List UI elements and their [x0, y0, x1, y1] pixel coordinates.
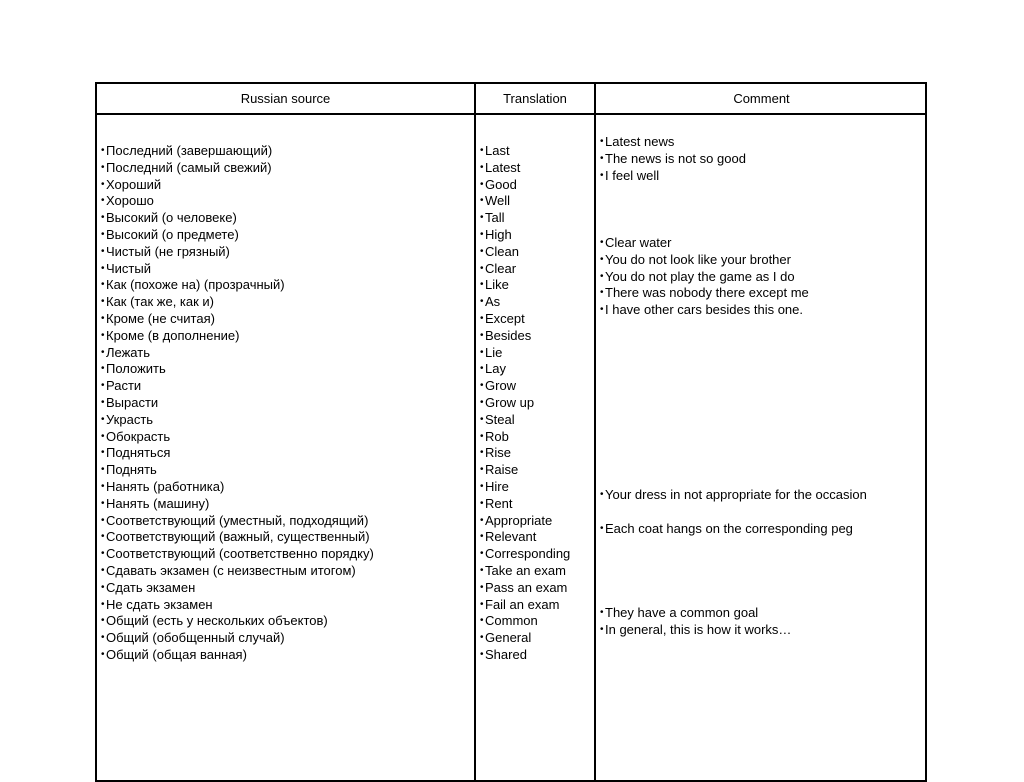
bullet-icon: •: [600, 169, 604, 181]
comment-list: [600, 235, 809, 319]
russian-source-item: [101, 529, 374, 546]
header-translation: Translation: [503, 91, 567, 106]
comment-item-text: You do not look like your brother: [605, 251, 791, 267]
bullet-icon: •: [480, 145, 484, 156]
russian-source-item: [101, 563, 374, 580]
comment-list: [600, 521, 853, 538]
translation-item-text: Latest: [485, 159, 521, 175]
translation-item-text: Tall: [485, 210, 505, 226]
comment-item-text: There was nobody there except me: [605, 285, 809, 301]
russian-source-item: [101, 412, 374, 429]
bullet-icon: •: [101, 363, 105, 375]
translation-item-text: Pass an exam: [485, 579, 568, 595]
translation-item-text: Rent: [485, 495, 513, 511]
translation-item-text: As: [485, 294, 501, 310]
bullet-icon: •: [480, 363, 484, 375]
translation-item: [480, 546, 570, 563]
russian-source-item: [101, 378, 374, 395]
translation-item-text: Well: [485, 193, 511, 209]
bullet-icon: •: [480, 312, 484, 324]
translation-item: [480, 395, 570, 412]
russian-source-item-text: Соответствующий (соответственно порядку): [106, 546, 374, 562]
russian-source-item-text: Сдавать экзамен (с неизвестным итогом): [106, 562, 356, 578]
bullet-icon: •: [101, 296, 105, 308]
russian-source-item: [101, 160, 374, 177]
translation-item-text: Clear: [485, 260, 517, 276]
comment-item-text: Latest news: [605, 134, 675, 149]
translation-item-text: Rise: [485, 445, 512, 461]
column-divider: [594, 84, 596, 780]
translation-item: [480, 580, 570, 597]
bullet-icon: •: [101, 598, 105, 610]
translation-item-text: Last: [485, 143, 510, 158]
bullet-icon: •: [480, 615, 484, 627]
bullet-icon: •: [101, 531, 105, 543]
comment-item: [600, 605, 791, 622]
header-comment: Comment: [733, 91, 790, 106]
russian-source-item-text: Чистый: [106, 260, 151, 276]
translation-item: [480, 210, 570, 227]
bullet-icon: •: [101, 648, 105, 660]
translation-item-text: Lay: [485, 361, 506, 377]
russian-source-item: [101, 193, 374, 210]
header-russian-source: Russian source: [240, 91, 331, 106]
bullet-icon: •: [101, 514, 105, 526]
translation-item-text: Except: [485, 310, 525, 326]
russian-source-item-text: Как (так же, как и): [106, 294, 215, 310]
russian-source-item: [101, 311, 374, 328]
translation-item: [480, 227, 570, 244]
bullet-icon: •: [101, 279, 105, 291]
bullet-icon: •: [480, 480, 484, 492]
bullet-icon: •: [480, 212, 484, 224]
russian-source-item-text: Поднять: [106, 462, 157, 478]
russian-source-item-text: Последний (самый свежий): [106, 159, 272, 175]
translation-item: [480, 462, 570, 479]
russian-source-item-text: Хороший: [106, 176, 162, 192]
russian-source-item: [101, 361, 374, 378]
russian-source-item-text: Как (похоже на) (прозрачный): [106, 277, 285, 293]
russian-source-item-text: Высокий (о человеке): [106, 210, 237, 226]
bullet-icon: •: [480, 447, 484, 459]
translation-list: [480, 143, 570, 664]
comment-item-text: I have other cars besides this one.: [605, 302, 804, 318]
translation-item: [480, 613, 570, 630]
bullet-icon: •: [101, 615, 105, 627]
russian-source-item: [101, 345, 374, 362]
bullet-icon: •: [101, 430, 105, 442]
translation-item-text: Grow up: [485, 394, 535, 410]
translation-item-text: High: [485, 226, 512, 242]
comment-item: [600, 269, 809, 286]
comment-item: [600, 151, 746, 168]
russian-source-item-text: Украсть: [106, 411, 154, 427]
russian-source-item: [101, 395, 374, 412]
comment-item-text: Your dress in not appropriate for the occasion: [605, 487, 867, 502]
bullet-icon: •: [101, 413, 105, 425]
russian-source-item-text: Последний (завершающий): [106, 143, 273, 158]
russian-source-item: [101, 613, 374, 630]
bullet-icon: •: [480, 161, 484, 173]
comment-item-text: Clear water: [605, 235, 672, 250]
translation-item-text: Besides: [485, 327, 532, 343]
bullet-icon: •: [480, 430, 484, 442]
comment-item: [600, 252, 809, 269]
translation-item: [480, 294, 570, 311]
bullet-icon: •: [480, 548, 484, 560]
russian-source-item-text: Общий (обобщенный случай): [106, 630, 285, 646]
comment-item-text: They have a common goal: [605, 605, 759, 620]
translation-item-text: Grow: [485, 378, 517, 394]
russian-source-item-text: Кроме (в дополнение): [106, 327, 240, 343]
comment-item: [600, 285, 809, 302]
comment-list: [600, 134, 746, 184]
russian-source-item: [101, 597, 374, 614]
russian-source-item-text: Кроме (не считая): [106, 310, 215, 326]
russian-source-item: [101, 244, 374, 261]
bullet-icon: •: [480, 296, 484, 308]
bullet-icon: •: [101, 245, 105, 257]
russian-source-list: [101, 143, 374, 664]
translation-item: [480, 647, 570, 664]
bullet-icon: •: [101, 497, 105, 509]
russian-source-item: [101, 261, 374, 278]
bullet-icon: •: [480, 329, 484, 341]
russian-source-item-text: Чистый (не грязный): [106, 243, 230, 259]
russian-source-item: [101, 462, 374, 479]
translation-item: [480, 378, 570, 395]
bullet-icon: •: [600, 489, 604, 500]
comment-group-4: [600, 521, 853, 538]
russian-source-item: [101, 479, 374, 496]
bullet-icon: •: [101, 329, 105, 341]
bullet-icon: •: [600, 270, 604, 282]
bullet-icon: •: [480, 346, 484, 358]
comment-group-5: [600, 605, 791, 639]
russian-source-item-text: Соответствующий (важный, существенный): [106, 529, 370, 545]
translation-item-text: Clean: [485, 243, 519, 259]
russian-source-item-text: Соответствующий (уместный, подходящий): [106, 512, 369, 528]
bullet-icon: •: [600, 607, 604, 618]
translation-item: [480, 630, 570, 647]
russian-source-item-text: Обокрасть: [106, 428, 171, 444]
bullet-icon: •: [480, 228, 484, 240]
bullet-icon: •: [600, 287, 604, 299]
translation-item-text: Steal: [485, 411, 515, 427]
russian-source-item-text: Лежать: [106, 344, 150, 360]
russian-source-item-text: Расти: [106, 378, 142, 394]
comment-item: [600, 168, 746, 185]
bullet-icon: •: [101, 632, 105, 644]
bullet-icon: •: [101, 447, 105, 459]
bullet-icon: •: [101, 145, 105, 156]
russian-source-item: [101, 513, 374, 530]
translation-item: [480, 311, 570, 328]
comment-list: [600, 487, 867, 504]
bullet-icon: •: [480, 632, 484, 644]
translation-item-text: Raise: [485, 462, 519, 478]
comment-item-text: Each coat hangs on the corresponding peg: [605, 521, 853, 536]
bullet-icon: •: [101, 464, 105, 476]
bullet-icon: •: [480, 531, 484, 543]
russian-source-item: [101, 210, 374, 227]
bullet-icon: •: [600, 237, 604, 248]
translation-item: [480, 143, 570, 160]
header-divider: [97, 113, 925, 115]
bullet-icon: •: [480, 497, 484, 509]
russian-source-item: [101, 143, 374, 160]
russian-source-item-text: Положить: [106, 361, 166, 377]
translation-item-text: Lie: [485, 344, 503, 360]
comment-item-text: The news is not so good: [605, 150, 746, 166]
bullet-icon: •: [101, 228, 105, 240]
bullet-icon: •: [101, 480, 105, 492]
translation-item-text: Common: [485, 613, 538, 629]
comment-item: [600, 302, 809, 319]
russian-source-item-text: Подняться: [106, 445, 171, 461]
translation-item: [480, 597, 570, 614]
translation-item-text: Like: [485, 277, 509, 293]
bullet-icon: •: [480, 396, 484, 408]
russian-source-item: [101, 546, 374, 563]
translation-item-text: Corresponding: [485, 546, 571, 562]
bullet-icon: •: [600, 304, 604, 316]
translation-item: [480, 193, 570, 210]
translation-item-text: Hire: [485, 478, 509, 494]
russian-source-item: [101, 294, 374, 311]
bullet-icon: •: [101, 548, 105, 560]
bullet-icon: •: [600, 523, 604, 534]
translation-item: [480, 177, 570, 194]
translation-item-text: Appropriate: [485, 512, 553, 528]
bullet-icon: •: [600, 253, 604, 265]
translation-item: [480, 345, 570, 362]
comment-item: [600, 622, 791, 639]
russian-source-item: [101, 630, 374, 647]
bullet-icon: •: [480, 245, 484, 257]
bullet-icon: •: [480, 413, 484, 425]
russian-source-item: [101, 496, 374, 513]
russian-source-item-text: Нанять (работника): [106, 478, 225, 494]
bullet-icon: •: [101, 161, 105, 173]
bullet-icon: •: [101, 195, 105, 207]
russian-source-item: [101, 277, 374, 294]
comment-item: [600, 521, 853, 538]
vocabulary-table: [95, 82, 927, 782]
russian-source-item: [101, 429, 374, 446]
translation-item-text: Good: [485, 176, 517, 192]
russian-source-item-text: Высокий (о предмете): [106, 226, 239, 242]
russian-source-item-text: Не сдать экзамен: [106, 596, 213, 612]
translation-item: [480, 529, 570, 546]
russian-source-item: [101, 445, 374, 462]
translation-item: [480, 412, 570, 429]
comment-item-text: I feel well: [605, 167, 660, 183]
bullet-icon: •: [480, 262, 484, 274]
bullet-icon: •: [600, 623, 604, 635]
russian-source-item: [101, 647, 374, 664]
comment-item: [600, 235, 809, 252]
bullet-icon: •: [480, 195, 484, 207]
bullet-icon: •: [101, 212, 105, 224]
translation-item-text: Relevant: [485, 529, 537, 545]
russian-source-item-text: Общий (есть у нескольких объектов): [106, 613, 328, 629]
comment-list: [600, 605, 791, 639]
bullet-icon: •: [600, 136, 604, 147]
translation-item: [480, 160, 570, 177]
bullet-icon: •: [101, 564, 105, 576]
comment-item: [600, 134, 746, 151]
comment-item-text: In general, this is how it works…: [605, 621, 792, 637]
russian-source-item-text: Нанять (машину): [106, 495, 210, 511]
comment-item-text: You do not play the game as I do: [605, 268, 795, 284]
russian-source-item: [101, 580, 374, 597]
bullet-icon: •: [101, 380, 105, 392]
russian-source-item-text: Хорошо: [106, 193, 154, 209]
comment-item: [600, 487, 867, 504]
translation-item: [480, 496, 570, 513]
bullet-icon: •: [480, 564, 484, 576]
translation-item-text: General: [485, 630, 532, 646]
translation-item: [480, 513, 570, 530]
translation-item-text: Shared: [485, 646, 527, 662]
russian-source-item-text: Вырасти: [106, 394, 159, 410]
bullet-icon: •: [101, 312, 105, 324]
bullet-icon: •: [480, 380, 484, 392]
comment-group-2: [600, 235, 809, 319]
bullet-icon: •: [101, 178, 105, 190]
bullet-icon: •: [101, 346, 105, 358]
comment-group-1: [600, 134, 746, 184]
translation-item: [480, 277, 570, 294]
translation-item-text: Take an exam: [485, 562, 566, 578]
comment-group-3: [600, 487, 867, 504]
translation-item: [480, 361, 570, 378]
translation-item-text: Rob: [485, 428, 509, 444]
translation-item: [480, 261, 570, 278]
bullet-icon: •: [480, 514, 484, 526]
bullet-icon: •: [480, 581, 484, 593]
translation-item: [480, 429, 570, 446]
bullet-icon: •: [480, 464, 484, 476]
russian-source-item-text: Сдать экзамен: [106, 579, 196, 595]
bullet-icon: •: [480, 598, 484, 610]
translation-item: [480, 479, 570, 496]
translation-item-text: Fail an exam: [485, 596, 560, 612]
bullet-icon: •: [600, 152, 604, 164]
translation-item: [480, 563, 570, 580]
bullet-icon: •: [101, 262, 105, 274]
translation-item: [480, 328, 570, 345]
russian-source-item: [101, 328, 374, 345]
bullet-icon: •: [101, 396, 105, 408]
russian-source-item: [101, 227, 374, 244]
bullet-icon: •: [480, 279, 484, 291]
bullet-icon: •: [101, 581, 105, 593]
russian-source-item-text: Общий (общая ванная): [106, 646, 247, 662]
bullet-icon: •: [480, 648, 484, 660]
translation-item: [480, 445, 570, 462]
bullet-icon: •: [480, 178, 484, 190]
translation-item: [480, 244, 570, 261]
russian-source-item: [101, 177, 374, 194]
column-divider: [474, 84, 476, 780]
